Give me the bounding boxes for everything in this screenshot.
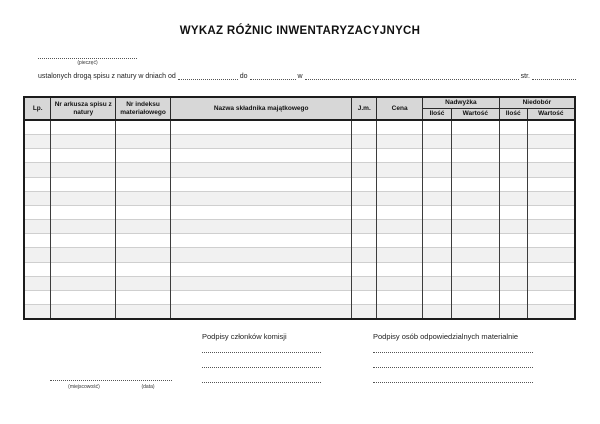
table-cell xyxy=(527,163,575,177)
table-cell xyxy=(451,134,499,148)
subtitle-text-2: do xyxy=(239,73,248,80)
table-cell xyxy=(499,220,527,234)
table-cell xyxy=(527,248,575,262)
table-cell xyxy=(377,149,423,163)
table-cell xyxy=(499,134,527,148)
table-cell xyxy=(423,291,452,305)
table-cell xyxy=(423,276,452,290)
table-cell xyxy=(24,149,51,163)
table-cell xyxy=(451,220,499,234)
table-cell xyxy=(499,276,527,290)
table-cell xyxy=(377,120,423,134)
table-cell xyxy=(24,205,51,219)
header-surplus-value: Wartość xyxy=(451,109,499,121)
table-cell xyxy=(116,205,171,219)
table-cell xyxy=(423,305,452,319)
table-cell xyxy=(51,120,116,134)
table-cell xyxy=(24,248,51,262)
table-cell xyxy=(499,120,527,134)
table-cell xyxy=(51,262,116,276)
date-to-fill-line xyxy=(250,72,296,80)
subtitle-text-1: ustalonych drogą spisu z natury w dniach od xyxy=(38,73,176,80)
header-shortage-group: Niedobór xyxy=(499,97,575,109)
table-cell xyxy=(51,149,116,163)
table-cell xyxy=(451,191,499,205)
table-row xyxy=(24,220,575,234)
table-cell xyxy=(499,248,527,262)
table-cell xyxy=(170,276,351,290)
table-cell xyxy=(170,120,351,134)
table-cell xyxy=(423,262,452,276)
page-title: WYKAZ RÓŻNIC INWENTARYZACYJNYCH xyxy=(179,25,421,37)
table-cell xyxy=(170,248,351,262)
table-row xyxy=(24,205,575,219)
table-cell xyxy=(116,177,171,191)
table-cell xyxy=(51,234,116,248)
table-row xyxy=(24,134,575,148)
table-cell xyxy=(527,262,575,276)
table-cell xyxy=(352,291,377,305)
table-cell xyxy=(527,205,575,219)
table-cell xyxy=(116,134,171,148)
table-cell xyxy=(24,291,51,305)
table-cell xyxy=(51,248,116,262)
table-cell xyxy=(170,291,351,305)
table-cell xyxy=(116,276,171,290)
table-cell xyxy=(423,120,452,134)
table-cell xyxy=(24,276,51,290)
table-row xyxy=(24,234,575,248)
table-cell xyxy=(51,291,116,305)
table-row xyxy=(24,120,575,134)
table-row xyxy=(24,248,575,262)
table-cell xyxy=(24,220,51,234)
table-cell xyxy=(116,291,171,305)
table-cell xyxy=(170,234,351,248)
committee-signature-line-3 xyxy=(202,375,321,383)
table-cell xyxy=(423,163,452,177)
table-cell xyxy=(451,205,499,219)
table-row xyxy=(24,163,575,177)
date-from-fill-line xyxy=(178,72,238,80)
table-cell xyxy=(24,120,51,134)
table-cell xyxy=(423,134,452,148)
table-cell xyxy=(116,234,171,248)
table-cell xyxy=(527,134,575,148)
table-cell xyxy=(352,120,377,134)
stamp-fill-line xyxy=(38,50,137,59)
table-cell xyxy=(352,305,377,319)
table-cell xyxy=(499,305,527,319)
table-cell xyxy=(24,163,51,177)
table-cell xyxy=(170,220,351,234)
table-cell xyxy=(352,163,377,177)
table-cell xyxy=(51,276,116,290)
table-cell xyxy=(451,248,499,262)
table-cell xyxy=(116,248,171,262)
table-cell xyxy=(499,163,527,177)
table-cell xyxy=(451,234,499,248)
table-row xyxy=(24,305,575,319)
table-cell xyxy=(352,276,377,290)
table-cell xyxy=(451,149,499,163)
table-cell xyxy=(527,149,575,163)
table-cell xyxy=(527,305,575,319)
table-cell xyxy=(170,305,351,319)
table-cell xyxy=(423,220,452,234)
table-cell xyxy=(352,149,377,163)
table-cell xyxy=(423,177,452,191)
table-cell xyxy=(499,205,527,219)
committee-signatures-title: Podpisy członków komisji xyxy=(202,332,287,341)
table-cell xyxy=(451,291,499,305)
table-cell xyxy=(423,205,452,219)
table-cell xyxy=(451,177,499,191)
table-cell xyxy=(377,234,423,248)
table-cell xyxy=(24,177,51,191)
table-cell xyxy=(170,177,351,191)
header-lp: Lp. xyxy=(24,97,51,120)
table-cell xyxy=(527,234,575,248)
table-cell xyxy=(51,305,116,319)
table-body xyxy=(24,120,575,319)
header-surplus-qty: Ilość xyxy=(423,109,452,121)
table-cell xyxy=(352,234,377,248)
table-cell xyxy=(24,134,51,148)
table-row xyxy=(24,276,575,290)
table-cell xyxy=(170,134,351,148)
header-asset-name: Nazwa składnika majątkowego xyxy=(170,97,351,120)
table-cell xyxy=(499,234,527,248)
committee-signature-line-2 xyxy=(202,360,321,368)
header-index-no: Nr indeksu materiałowego xyxy=(116,97,171,120)
page-number-fill-line xyxy=(532,72,576,80)
table-cell xyxy=(24,234,51,248)
table-cell xyxy=(377,220,423,234)
place-label: (miejscowość) xyxy=(68,384,100,390)
table-cell xyxy=(377,262,423,276)
header-shortage-qty: Ilość xyxy=(499,109,527,121)
table-cell xyxy=(116,305,171,319)
table-cell xyxy=(499,191,527,205)
table-cell xyxy=(170,262,351,276)
table-cell xyxy=(423,234,452,248)
table-cell xyxy=(352,248,377,262)
table-cell xyxy=(499,149,527,163)
table-cell xyxy=(527,120,575,134)
table-cell xyxy=(499,177,527,191)
place-date-fill-line xyxy=(50,373,172,381)
table-cell xyxy=(352,220,377,234)
table-cell xyxy=(377,291,423,305)
table-cell xyxy=(51,163,116,177)
table-cell xyxy=(352,134,377,148)
committee-signature-line-1 xyxy=(202,345,321,353)
stamp-block xyxy=(38,50,137,66)
table-cell xyxy=(377,205,423,219)
table-cell xyxy=(170,163,351,177)
table-cell xyxy=(451,163,499,177)
table-cell xyxy=(451,276,499,290)
table-cell xyxy=(377,305,423,319)
date-label: (data) xyxy=(141,384,155,390)
table-cell xyxy=(527,291,575,305)
table-cell xyxy=(377,163,423,177)
header-surplus-group: Nadwyżka xyxy=(423,97,500,109)
inventory-table-wrap xyxy=(23,96,576,320)
table-cell xyxy=(377,248,423,262)
table-row xyxy=(24,262,575,276)
table-row xyxy=(24,291,575,305)
table-cell xyxy=(423,191,452,205)
table-cell xyxy=(527,220,575,234)
table-cell xyxy=(51,191,116,205)
table-cell xyxy=(377,177,423,191)
table-cell xyxy=(352,262,377,276)
inventory-table xyxy=(23,96,576,320)
table-cell xyxy=(116,120,171,134)
table-cell xyxy=(170,191,351,205)
header-shortage-value: Wartość xyxy=(527,109,575,121)
responsible-signatures-title: Podpisy osób odpowiedzialnych materialnie xyxy=(373,332,519,341)
table-cell xyxy=(352,191,377,205)
responsible-signature-line-1 xyxy=(373,345,533,353)
table-cell xyxy=(499,291,527,305)
responsible-signature-line-3 xyxy=(373,375,533,383)
table-cell xyxy=(116,220,171,234)
table-cell xyxy=(377,191,423,205)
table-row xyxy=(24,191,575,205)
table-cell xyxy=(377,134,423,148)
table-cell xyxy=(451,120,499,134)
subtitle-line xyxy=(38,72,576,80)
table-cell xyxy=(51,205,116,219)
table-cell xyxy=(116,191,171,205)
table-cell xyxy=(527,276,575,290)
table-cell xyxy=(423,149,452,163)
table-cell xyxy=(451,262,499,276)
table-cell xyxy=(527,191,575,205)
table-cell xyxy=(527,177,575,191)
table-cell xyxy=(116,262,171,276)
subtitle-text-4: str. xyxy=(520,73,530,80)
subtitle-text-3: w xyxy=(297,73,303,80)
table-cell xyxy=(51,134,116,148)
table-cell xyxy=(51,177,116,191)
table-cell xyxy=(24,191,51,205)
header-price: Cena xyxy=(377,97,423,120)
table-cell xyxy=(423,248,452,262)
table-header xyxy=(24,97,575,120)
table-cell xyxy=(499,262,527,276)
table-cell xyxy=(24,305,51,319)
table-cell xyxy=(170,205,351,219)
table-cell xyxy=(352,205,377,219)
table-row xyxy=(24,149,575,163)
stamp-label: (pieczęć) xyxy=(77,60,98,66)
header-sheet-no: Nr arkusza spisu z natury xyxy=(51,97,116,120)
table-cell xyxy=(24,262,51,276)
table-cell xyxy=(116,163,171,177)
location-fill-line xyxy=(305,72,519,80)
responsible-signature-line-2 xyxy=(373,360,533,368)
table-cell xyxy=(51,220,116,234)
table-cell xyxy=(116,149,171,163)
table-cell xyxy=(170,149,351,163)
table-row xyxy=(24,177,575,191)
table-cell xyxy=(451,305,499,319)
header-unit: J.m. xyxy=(352,97,377,120)
table-cell xyxy=(377,276,423,290)
table-cell xyxy=(352,177,377,191)
